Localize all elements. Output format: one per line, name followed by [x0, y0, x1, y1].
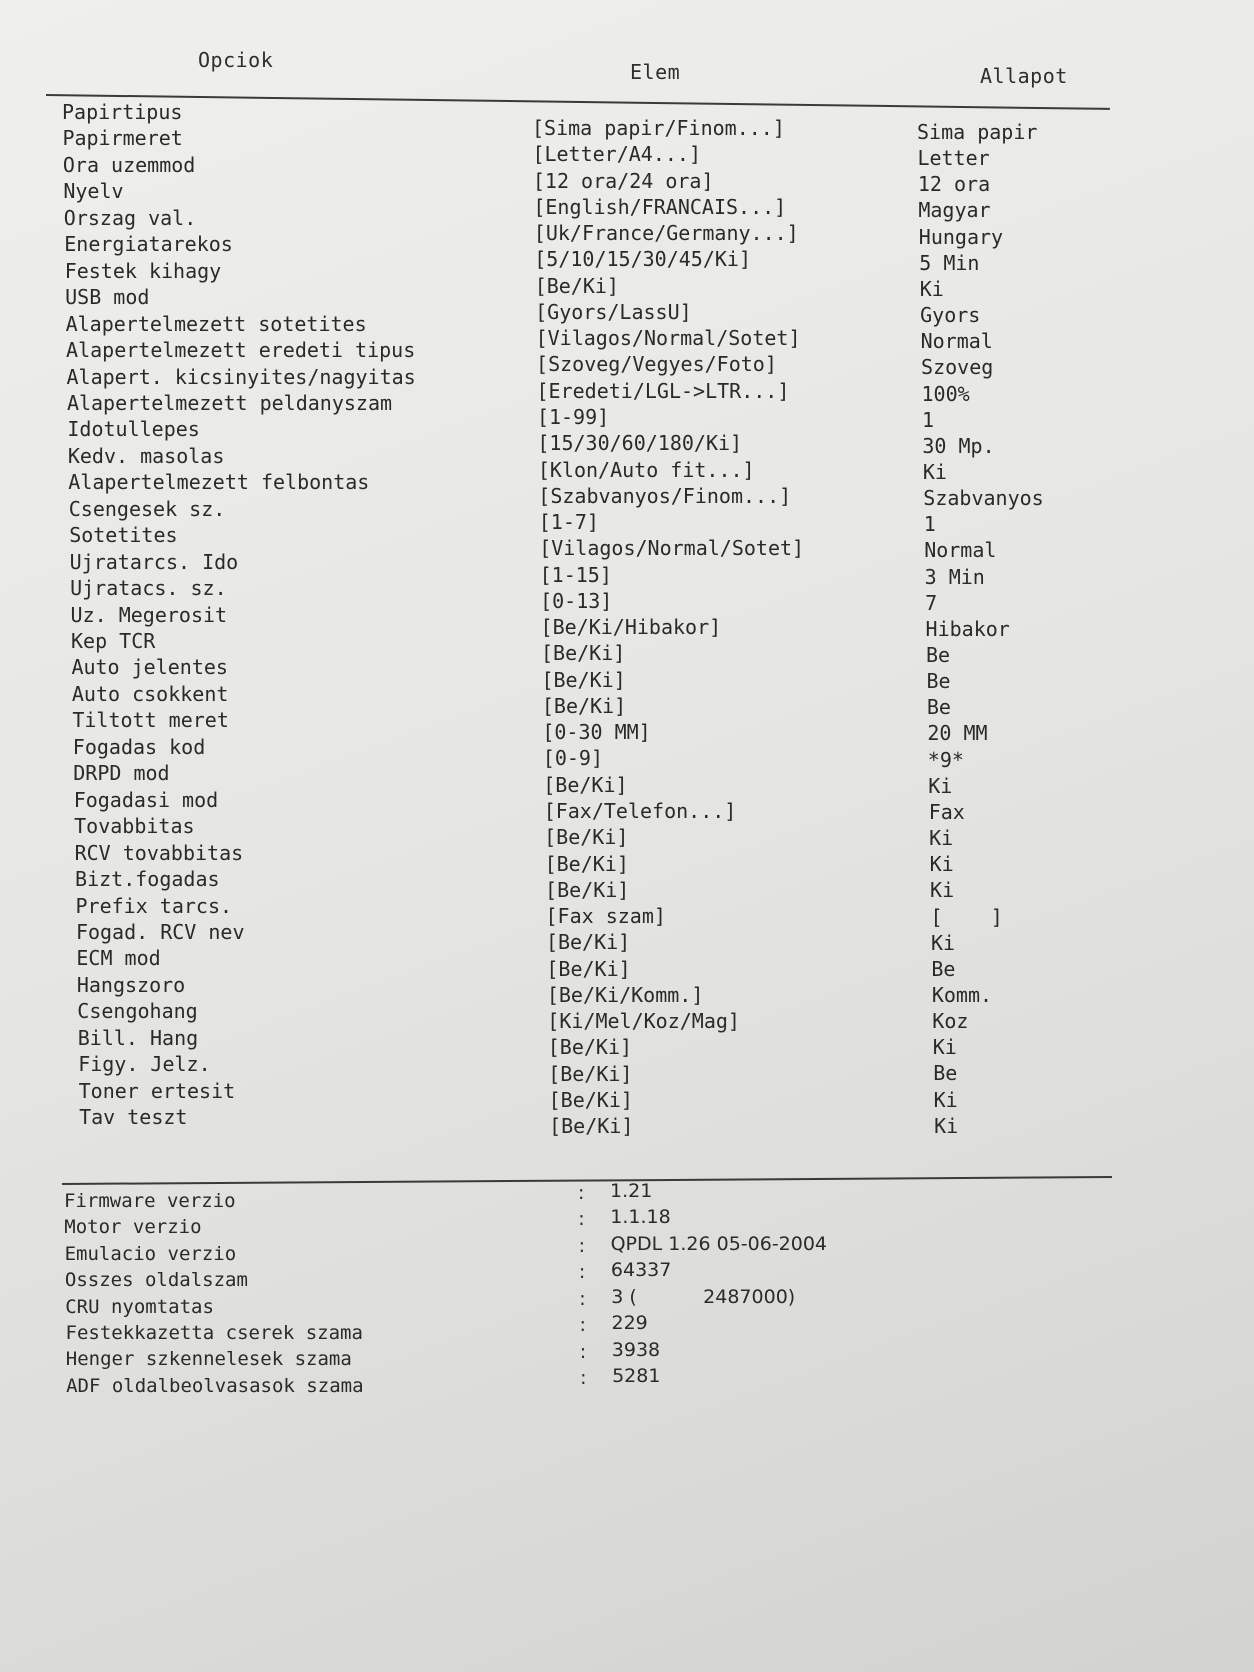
option-state: Be	[931, 956, 956, 981]
column-header-state: Allapot	[980, 64, 1068, 88]
option-state: Ki	[922, 459, 947, 484]
option-state: Ki	[930, 878, 955, 903]
option-range: [Vilagos/Normal/Sotet]	[535, 326, 801, 351]
option-name: Tav teszt	[79, 1105, 188, 1130]
option-range: [Be/Ki]	[541, 693, 627, 718]
option-state: [ ]	[930, 904, 1003, 929]
option-state: Fax	[928, 799, 965, 824]
option-name: Auto jelentes	[71, 655, 228, 680]
info-value: QPDL 1.26 05-06-2004	[610, 1232, 828, 1255]
option-state: Ki	[934, 1113, 959, 1138]
option-name: Csengesek sz.	[68, 496, 226, 521]
info-label: Firmware verzio	[64, 1190, 236, 1212]
option-state: Ki	[932, 1035, 957, 1060]
option-range: [15/30/60/180/Ki]	[537, 431, 743, 456]
option-name: Csengohang	[77, 999, 198, 1024]
option-range: [Be/Ki]	[548, 1061, 633, 1086]
info-label: Motor verzio	[64, 1216, 202, 1239]
option-name: Alapertelmezett eredeti tipus	[66, 338, 416, 363]
option-name: Tovabbitas	[74, 814, 195, 839]
info-label: Henger szkennelesek szama	[65, 1348, 352, 1371]
option-name: Ora uzemmod	[62, 152, 196, 177]
option-range: [Gyors/LassU]	[535, 299, 692, 324]
info-separator: :	[578, 1261, 586, 1284]
option-range: [0-9]	[542, 746, 604, 771]
option-name: Energiatarekos	[64, 232, 233, 257]
option-range: [1-15]	[539, 562, 612, 587]
column-header-item: Elem	[630, 60, 681, 84]
option-range: [Letter/A4...]	[532, 142, 702, 167]
option-state: Ki	[933, 1087, 958, 1112]
option-range: [Be/Ki]	[549, 1114, 634, 1139]
option-state: 1	[923, 512, 936, 537]
option-range: [Uk/France/Germany...]	[533, 221, 799, 246]
option-name: Bizt.fogadas	[75, 867, 220, 892]
option-state: 12 ora	[917, 172, 991, 197]
option-state: 1	[921, 407, 934, 432]
info-label: Emulacio verzio	[64, 1242, 237, 1265]
option-range: [Be/Ki/Komm.]	[546, 982, 704, 1007]
info-separator: :	[578, 1234, 585, 1257]
option-range: [Be/Ki]	[544, 825, 629, 850]
option-state: Komm.	[931, 982, 993, 1007]
option-state: Sima papir	[917, 120, 1038, 144]
option-range: [Be/Ki]	[545, 930, 631, 955]
option-state: 100%	[921, 381, 970, 406]
option-name: RCV tovabbitas	[74, 840, 244, 865]
option-name: DRPD mod	[73, 761, 170, 786]
option-state: *9*	[927, 747, 964, 772]
option-name: Figy. Jelz.	[78, 1052, 211, 1077]
option-range: [0-30 MM]	[542, 720, 651, 745]
option-state: 3 Min	[924, 564, 985, 589]
info-row	[66, 1365, 1100, 1401]
option-range: [1-99]	[536, 404, 610, 429]
option-state: Hibakor	[925, 616, 1010, 641]
option-name: Fogadas kod	[72, 734, 206, 759]
option-name: Alapertelmezett felbontas	[68, 470, 370, 495]
option-range: [Be/Ki]	[534, 273, 619, 298]
info-value: 1.21	[610, 1180, 653, 1202]
info-separator: :	[579, 1287, 586, 1310]
option-state: Be	[926, 643, 951, 667]
option-state: Normal	[920, 329, 993, 354]
option-range: [Be/Ki]	[543, 772, 628, 797]
info-separator: :	[580, 1367, 587, 1390]
option-name: Ujratacs. sz.	[70, 576, 227, 601]
option-range: [Vilagos/Normal/Sotet]	[539, 536, 805, 561]
info-label: CRU nyomtatas	[65, 1295, 214, 1318]
option-name: ECM mod	[76, 946, 161, 971]
option-range: [1-7]	[538, 510, 599, 535]
option-state: 5 Min	[919, 250, 980, 275]
option-state: Ki	[928, 773, 953, 798]
option-state: Koz	[932, 1009, 969, 1034]
option-range: [Fax szam]	[545, 904, 666, 929]
option-range: [English/FRANCAIS...]	[533, 194, 787, 219]
option-state: Be	[926, 669, 951, 694]
option-range: [Be/Ki]	[546, 956, 631, 981]
option-state: Ki	[929, 852, 954, 877]
option-range: [0-13]	[540, 588, 613, 613]
option-state: 20 MM	[927, 721, 988, 746]
option-name: Kedv. masolas	[67, 443, 225, 468]
option-name: Alapertelmezett peldanyszam	[66, 390, 393, 415]
option-state: Ki	[930, 930, 956, 955]
option-name: Hangszoro	[76, 972, 186, 997]
info-separator: :	[578, 1182, 585, 1204]
option-name: Tiltott meret	[72, 708, 229, 733]
info-value: 5281	[612, 1365, 661, 1388]
option-state: Hungary	[918, 224, 1004, 249]
info-value: 64337	[610, 1259, 672, 1282]
info-separator: :	[579, 1314, 586, 1337]
option-state: Gyors	[920, 303, 981, 328]
option-state: Be	[926, 695, 951, 720]
option-name: Orszag val.	[63, 205, 197, 230]
info-label: Osszes oldalszam	[64, 1269, 248, 1292]
info-label: Festekkazetta cserek szama	[65, 1322, 363, 1344]
option-name: Fogadasi mod	[73, 787, 219, 812]
option-range: [12 ora/24 ora]	[532, 168, 714, 193]
option-name: Toner ertesit	[78, 1078, 236, 1103]
option-state: Ki	[919, 276, 944, 301]
option-range: [Be/Ki]	[541, 641, 626, 666]
option-name: Papirtipus	[62, 100, 183, 124]
option-range: [Be/Ki]	[544, 851, 629, 876]
option-range: [Be/Ki]	[548, 1087, 633, 1112]
option-name: Auto csokkent	[71, 681, 229, 706]
info-separator: :	[579, 1340, 587, 1363]
option-state: Letter	[917, 146, 990, 171]
option-state: Szoveg	[921, 355, 994, 380]
option-state: Ki	[929, 826, 954, 851]
info-value: 3 ( 2487000)	[611, 1285, 796, 1308]
option-range: [Szoveg/Vegyes/Foto]	[536, 352, 777, 377]
option-state: Normal	[924, 538, 997, 563]
info-value: 3938	[611, 1338, 661, 1361]
option-range: [Ki/Mel/Koz/Mag]	[547, 1009, 740, 1034]
option-range: [Klon/Auto fit...]	[537, 457, 755, 482]
info-label: ADF oldalbeolvasasok szama	[66, 1374, 364, 1397]
option-range: [Sima papir/Finom...]	[532, 116, 785, 140]
option-range: [Be/Ki]	[541, 667, 626, 692]
option-name: Kep TCR	[71, 629, 156, 653]
option-range: [Eredeti/LGL->LTR...]	[536, 378, 790, 403]
option-range: [Fax/Telefon...]	[543, 799, 737, 823]
option-name: Papirmeret	[62, 126, 183, 151]
option-name: Idotullepes	[67, 417, 200, 442]
option-name: Nyelv	[63, 179, 124, 204]
option-name: Bill. Hang	[77, 1025, 199, 1050]
option-state: 30 Mp.	[922, 433, 995, 458]
info-value: 1.1.18	[610, 1206, 671, 1229]
option-state: Be	[933, 1061, 958, 1086]
option-state: Magyar	[918, 198, 991, 223]
option-name: Alapertelmezett sotetites	[65, 311, 367, 336]
option-name: Uz. Megerosit	[70, 602, 228, 627]
option-name: Sotetites	[69, 523, 178, 548]
option-name: USB mod	[65, 285, 150, 310]
option-range: [Be/Ki]	[547, 1035, 633, 1060]
option-range: [5/10/15/30/45/Ki]	[534, 247, 751, 272]
option-range: [Be/Ki/Hibakor]	[540, 615, 722, 640]
option-name: Festek kihagy	[64, 258, 222, 283]
column-header-options: Opciok	[198, 48, 274, 72]
option-state: 7	[925, 590, 938, 615]
info-separator: :	[578, 1208, 585, 1231]
option-range: [Be/Ki]	[545, 877, 630, 902]
option-name: Fogad. RCV nev	[75, 919, 245, 944]
option-name: Ujratarcs. Ido	[69, 549, 239, 574]
option-range: [Szabvanyos/Finom...]	[538, 483, 792, 508]
option-name: Alapert. kicsinyites/nagyitas	[66, 364, 416, 389]
option-name: Prefix tarcs.	[75, 893, 233, 918]
option-state: Szabvanyos	[923, 486, 1044, 511]
info-value: 229	[611, 1312, 648, 1335]
